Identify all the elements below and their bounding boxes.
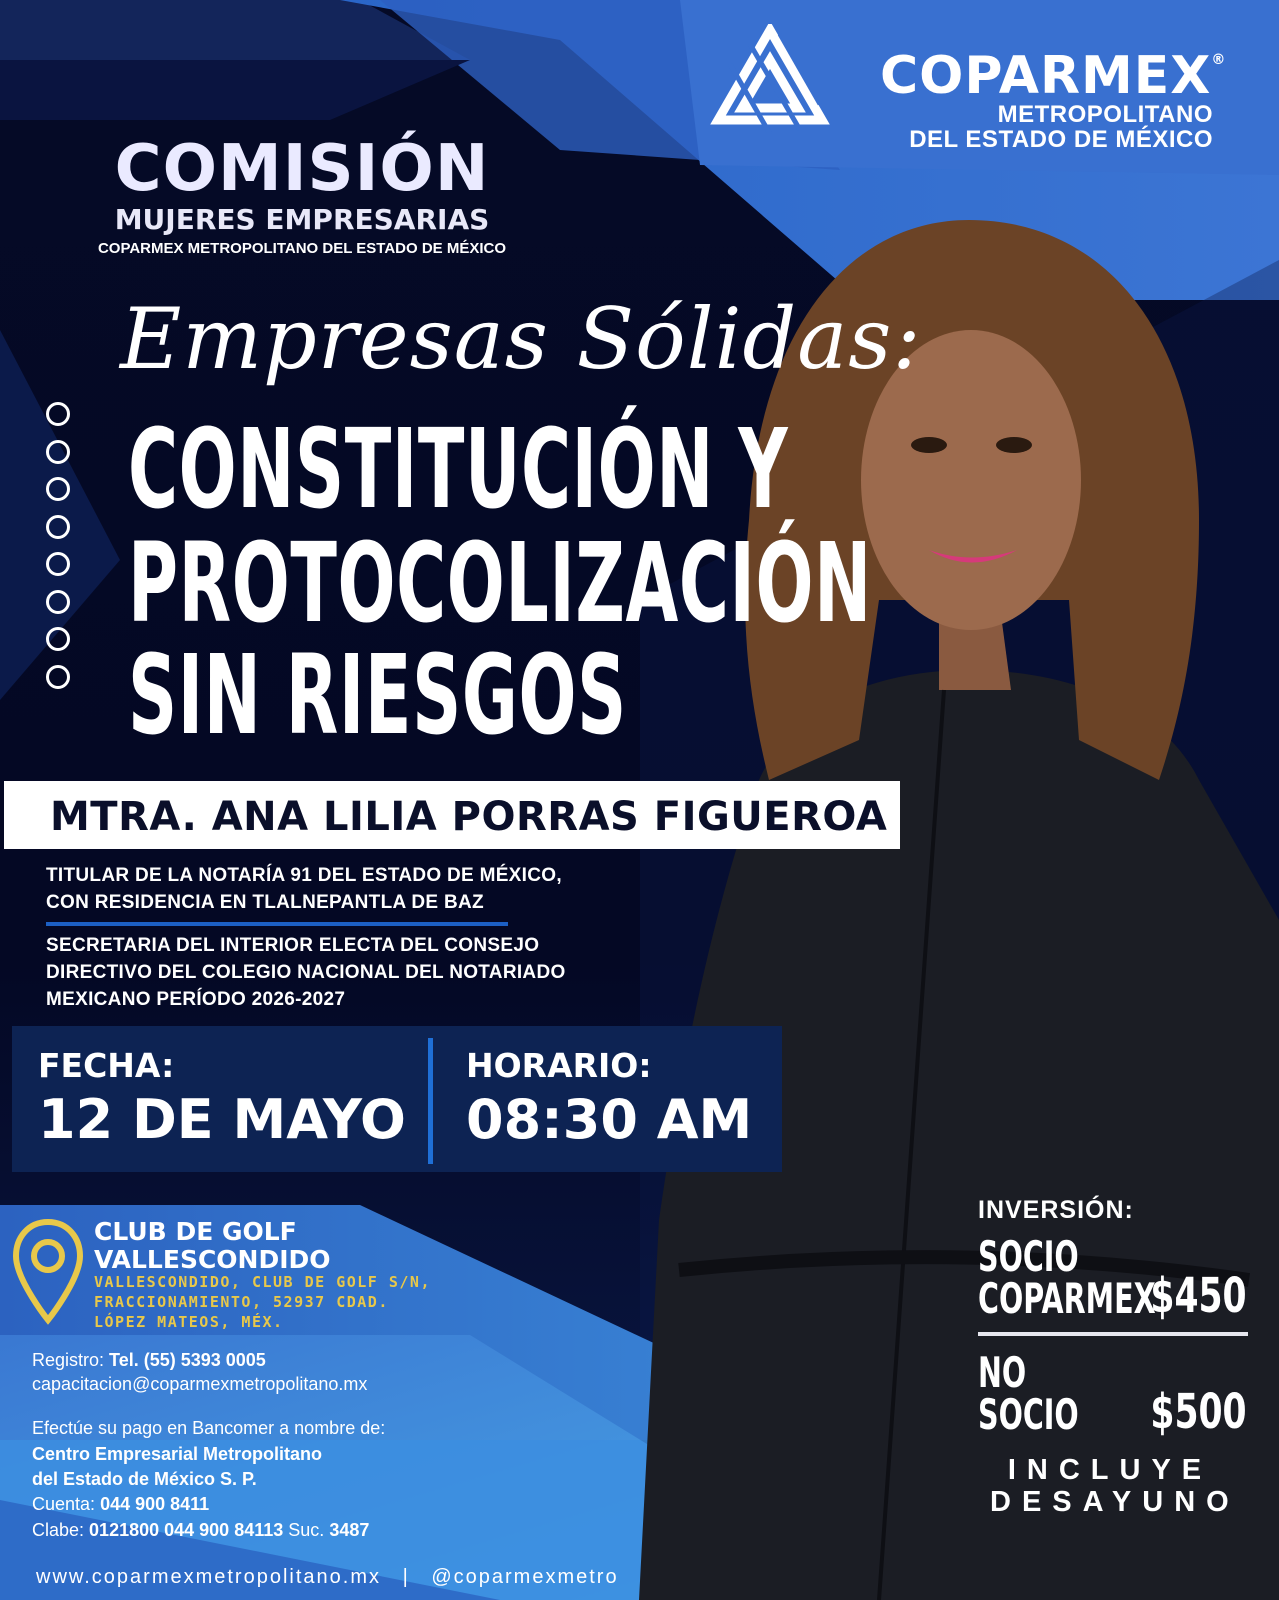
nosocio-line-2: SOCIO <box>978 1390 1079 1439</box>
address-line: FRACCIONAMIENTO, 52937 CDAD. <box>94 1293 389 1311</box>
decorative-circles <box>46 402 70 702</box>
account-name-line-1: Centro Empresarial Metropolitano <box>32 1444 323 1464</box>
brand-sub-metropolitano: METROPOLITANO <box>997 101 1213 128</box>
bio-line: DIRECTIVO DEL COLEGIO NACIONAL DEL NOTARIADO <box>46 962 566 983</box>
social-handle[interactable]: @coparmexmetro <box>431 1566 619 1588</box>
branch-label: Suc. <box>288 1520 325 1540</box>
brand-name: COPARMEX® <box>880 46 1227 106</box>
venue-name <box>94 1218 331 1274</box>
date-value: 12 DE MAYO <box>38 1088 406 1151</box>
circle-icon <box>46 627 70 651</box>
brand-sub-estado: DEL ESTADO DE MÉXICO <box>909 126 1213 153</box>
payment-instructions: Efectúe su pago en Bancomer a nombre de: <box>32 1418 386 1438</box>
schedule-divider <box>428 1038 433 1164</box>
includes-line-1: INCLUYE <box>1007 1454 1213 1486</box>
circle-icon <box>46 515 70 539</box>
time-value: 08:30 AM <box>466 1088 753 1151</box>
circle-icon <box>46 552 70 576</box>
address-line: VALLESCONDIDO, CLUB DE GOLF S/N, <box>94 1273 431 1291</box>
clabe-value: 0121800 044 900 84113 <box>89 1520 284 1540</box>
registration-line <box>32 1350 266 1371</box>
speaker-bio-1 <box>46 862 562 916</box>
commission-subtitle: MUJERES EMPRESARIAS <box>114 203 490 236</box>
venue-address <box>94 1272 431 1332</box>
account-label: Cuenta: <box>32 1494 96 1514</box>
footer-separator: | <box>402 1566 410 1588</box>
account-name-line-2: del Estado de México S. P. <box>32 1469 257 1489</box>
bio-line: SECRETARIA DEL INTERIOR ELECTA DEL CONSEJO <box>46 935 540 956</box>
pricing-label: INVERSIÓN: <box>978 1196 1134 1224</box>
socio-line-2: COPARMEX <box>978 1274 1156 1323</box>
circle-icon <box>46 402 70 426</box>
time-label: HORARIO: <box>466 1046 652 1085</box>
bio-line: TITULAR DE LA NOTARÍA 91 DEL ESTADO DE MÉXICO, <box>46 865 562 886</box>
speaker-name: MTRA. ANA LILIA PORRAS FIGUEROA <box>50 794 888 840</box>
registration-phone: Tel. (55) 5393 0005 <box>109 1350 266 1370</box>
clabe-label: Clabe: <box>32 1520 85 1540</box>
includes-line-2: DESAYUNO <box>990 1486 1240 1518</box>
pricing-divider <box>978 1332 1248 1336</box>
venue-name-line: CLUB DE GOLF <box>94 1217 297 1246</box>
clabe-line <box>32 1520 369 1541</box>
account-number-line <box>32 1494 209 1515</box>
bio-line: MEXICANO PERÍODO 2026-2027 <box>46 989 346 1010</box>
registration-label: Registro: <box>32 1350 105 1370</box>
circle-icon <box>46 665 70 689</box>
event-title-line-3: SIN RIESGOS <box>128 631 627 759</box>
coparmex-logo-icon <box>710 24 830 134</box>
circle-icon <box>46 590 70 614</box>
address-line: LÓPEZ MATEOS, MÉX. <box>94 1313 284 1331</box>
nosocio-price: $500 <box>1150 1384 1247 1440</box>
socio-price: $450 <box>1150 1268 1247 1324</box>
website-link[interactable]: www.coparmexmetropolitano.mx <box>36 1566 381 1588</box>
date-label: FECHA: <box>38 1046 175 1085</box>
commission-org: COPARMEX METROPOLITANO DEL ESTADO DE MÉXICO <box>97 240 507 257</box>
socio-line-1: SOCIO <box>978 1232 1079 1281</box>
bio-line: CON RESIDENCIA EN TLALNEPANTLA DE BAZ <box>46 892 484 913</box>
event-title-line-2: PROTOCOLIZACIÓN <box>128 519 872 647</box>
circle-icon <box>46 440 70 464</box>
footer <box>36 1566 619 1589</box>
account-value: 044 900 8411 <box>100 1494 210 1514</box>
circle-icon <box>46 477 70 501</box>
venue-name-line: VALLESCONDIDO <box>94 1245 331 1274</box>
registration-email: capacitacion@coparmexmetropolitano.mx <box>32 1374 368 1394</box>
speaker-bio-2 <box>46 932 566 1013</box>
event-script-title: Empresas Sólidas: <box>120 290 922 388</box>
location-pin-icon <box>10 1216 86 1326</box>
event-title-line-1: CONSTITUCIÓN Y <box>128 405 789 533</box>
branch-value: 3487 <box>329 1520 370 1540</box>
bio-divider <box>46 922 508 926</box>
commission-title: COMISIÓN <box>114 132 490 206</box>
nosocio-line-1: NO <box>978 1348 1027 1397</box>
